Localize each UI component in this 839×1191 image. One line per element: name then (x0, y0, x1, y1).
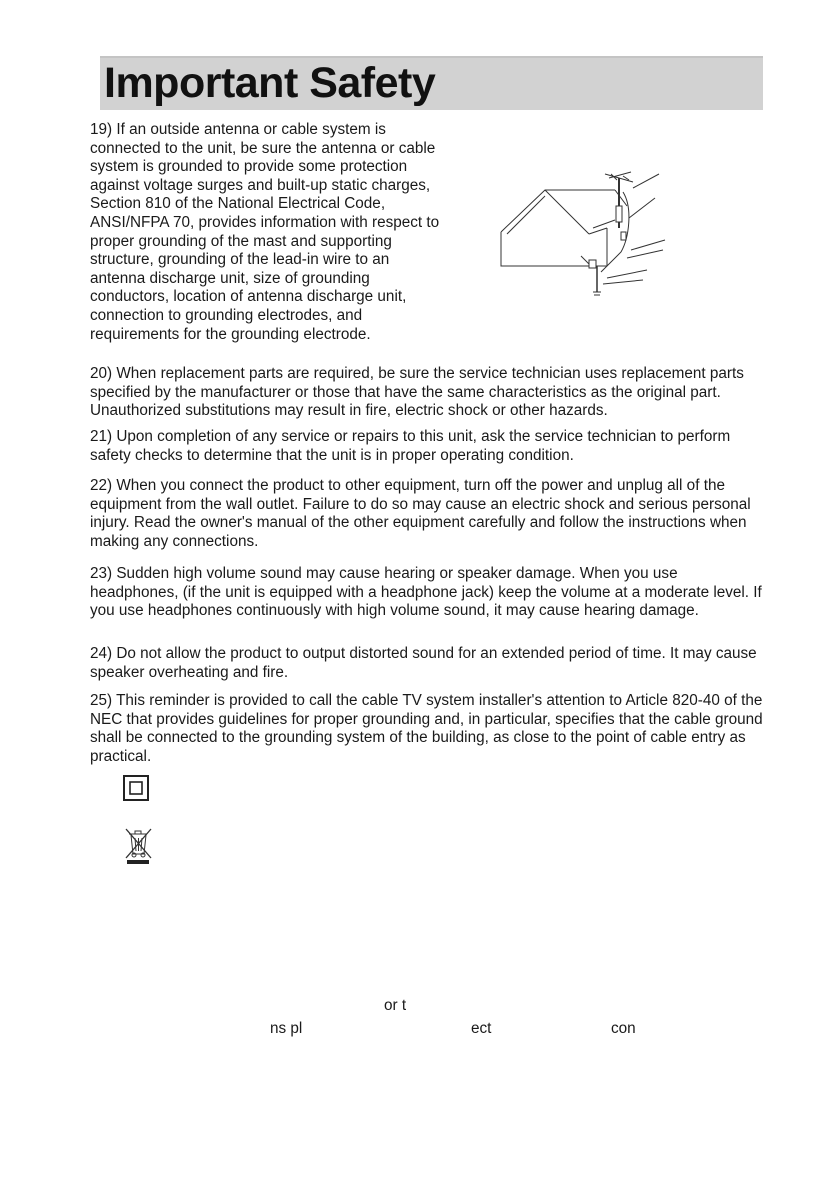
page-title: Important Safety (104, 59, 436, 107)
safety-item-21: 21) Upon completion of any service or repairs to this unit, ask the service technician to perform safety checks to determine that the unit is in proper operating condition. (90, 428, 731, 464)
safety-item-24: 24) Do not allow the product to output distorted sound for an extended period of time. It may cause speaker overheating and fire. (90, 645, 757, 681)
title-bar (100, 56, 763, 110)
safety-item-23: 23) Sudden high volume sound may cause hearing or speaker damage. When you use headphones, (if the unit is equipped with a headphone jack) keep the volume at a moderate level. If you use headphones continuously with high volume sound, it may cause hearing damage. (90, 565, 762, 620)
antenna-grounding-diagram (497, 168, 669, 300)
safety-item-22: 22) When you connect the product to other equipment, turn off the power and unplug all of the equipment from the wall outlet. Failure to do so may cause an electric shock and serious personal injury. Read the owner's manual of the other equipment carefully and follow the instructions when making any connections. (90, 477, 751, 550)
double-insulation-icon (123, 775, 149, 801)
safety-item-20: 20) When replacement parts are required, be sure the service technician uses replacement parts specified by the manufacturer or those that have the same characteristics as the original part. Unauthorized substitutions may result in fire, electric shock or other hazards. (90, 365, 744, 420)
text-fragment: ns pl (270, 1020, 303, 1037)
safety-item-25: 25) This reminder is provided to call the cable TV system installer's attention to Article 820-40 of the NEC that provides guidelines for proper grounding and, in particular, specifies that the cable ground shall be connected to the grounding system of the building, as close to the point of cable entry as practical. (90, 692, 763, 765)
weee-bin-icon (123, 826, 155, 866)
text-fragment: ect (471, 1020, 492, 1037)
safety-item-19: 19) If an outside antenna or cable system is connected to the unit, be sure the antenna or cable system is grounded to provide some protection against voltage surges and built-up static charges, Section 810 of the National Electrical Code, ANSI/NFPA 70, provides information with respect to proper grounding of the mast and supporting structure, grounding of the lead-in wire to an antenna discharge unit, size of grounding conductors, location of antenna discharge unit, connection to grounding electrodes, and requirements for the grounding electrode. (90, 121, 440, 343)
text-fragment: or t (384, 997, 407, 1014)
text-fragment: con (611, 1020, 636, 1037)
